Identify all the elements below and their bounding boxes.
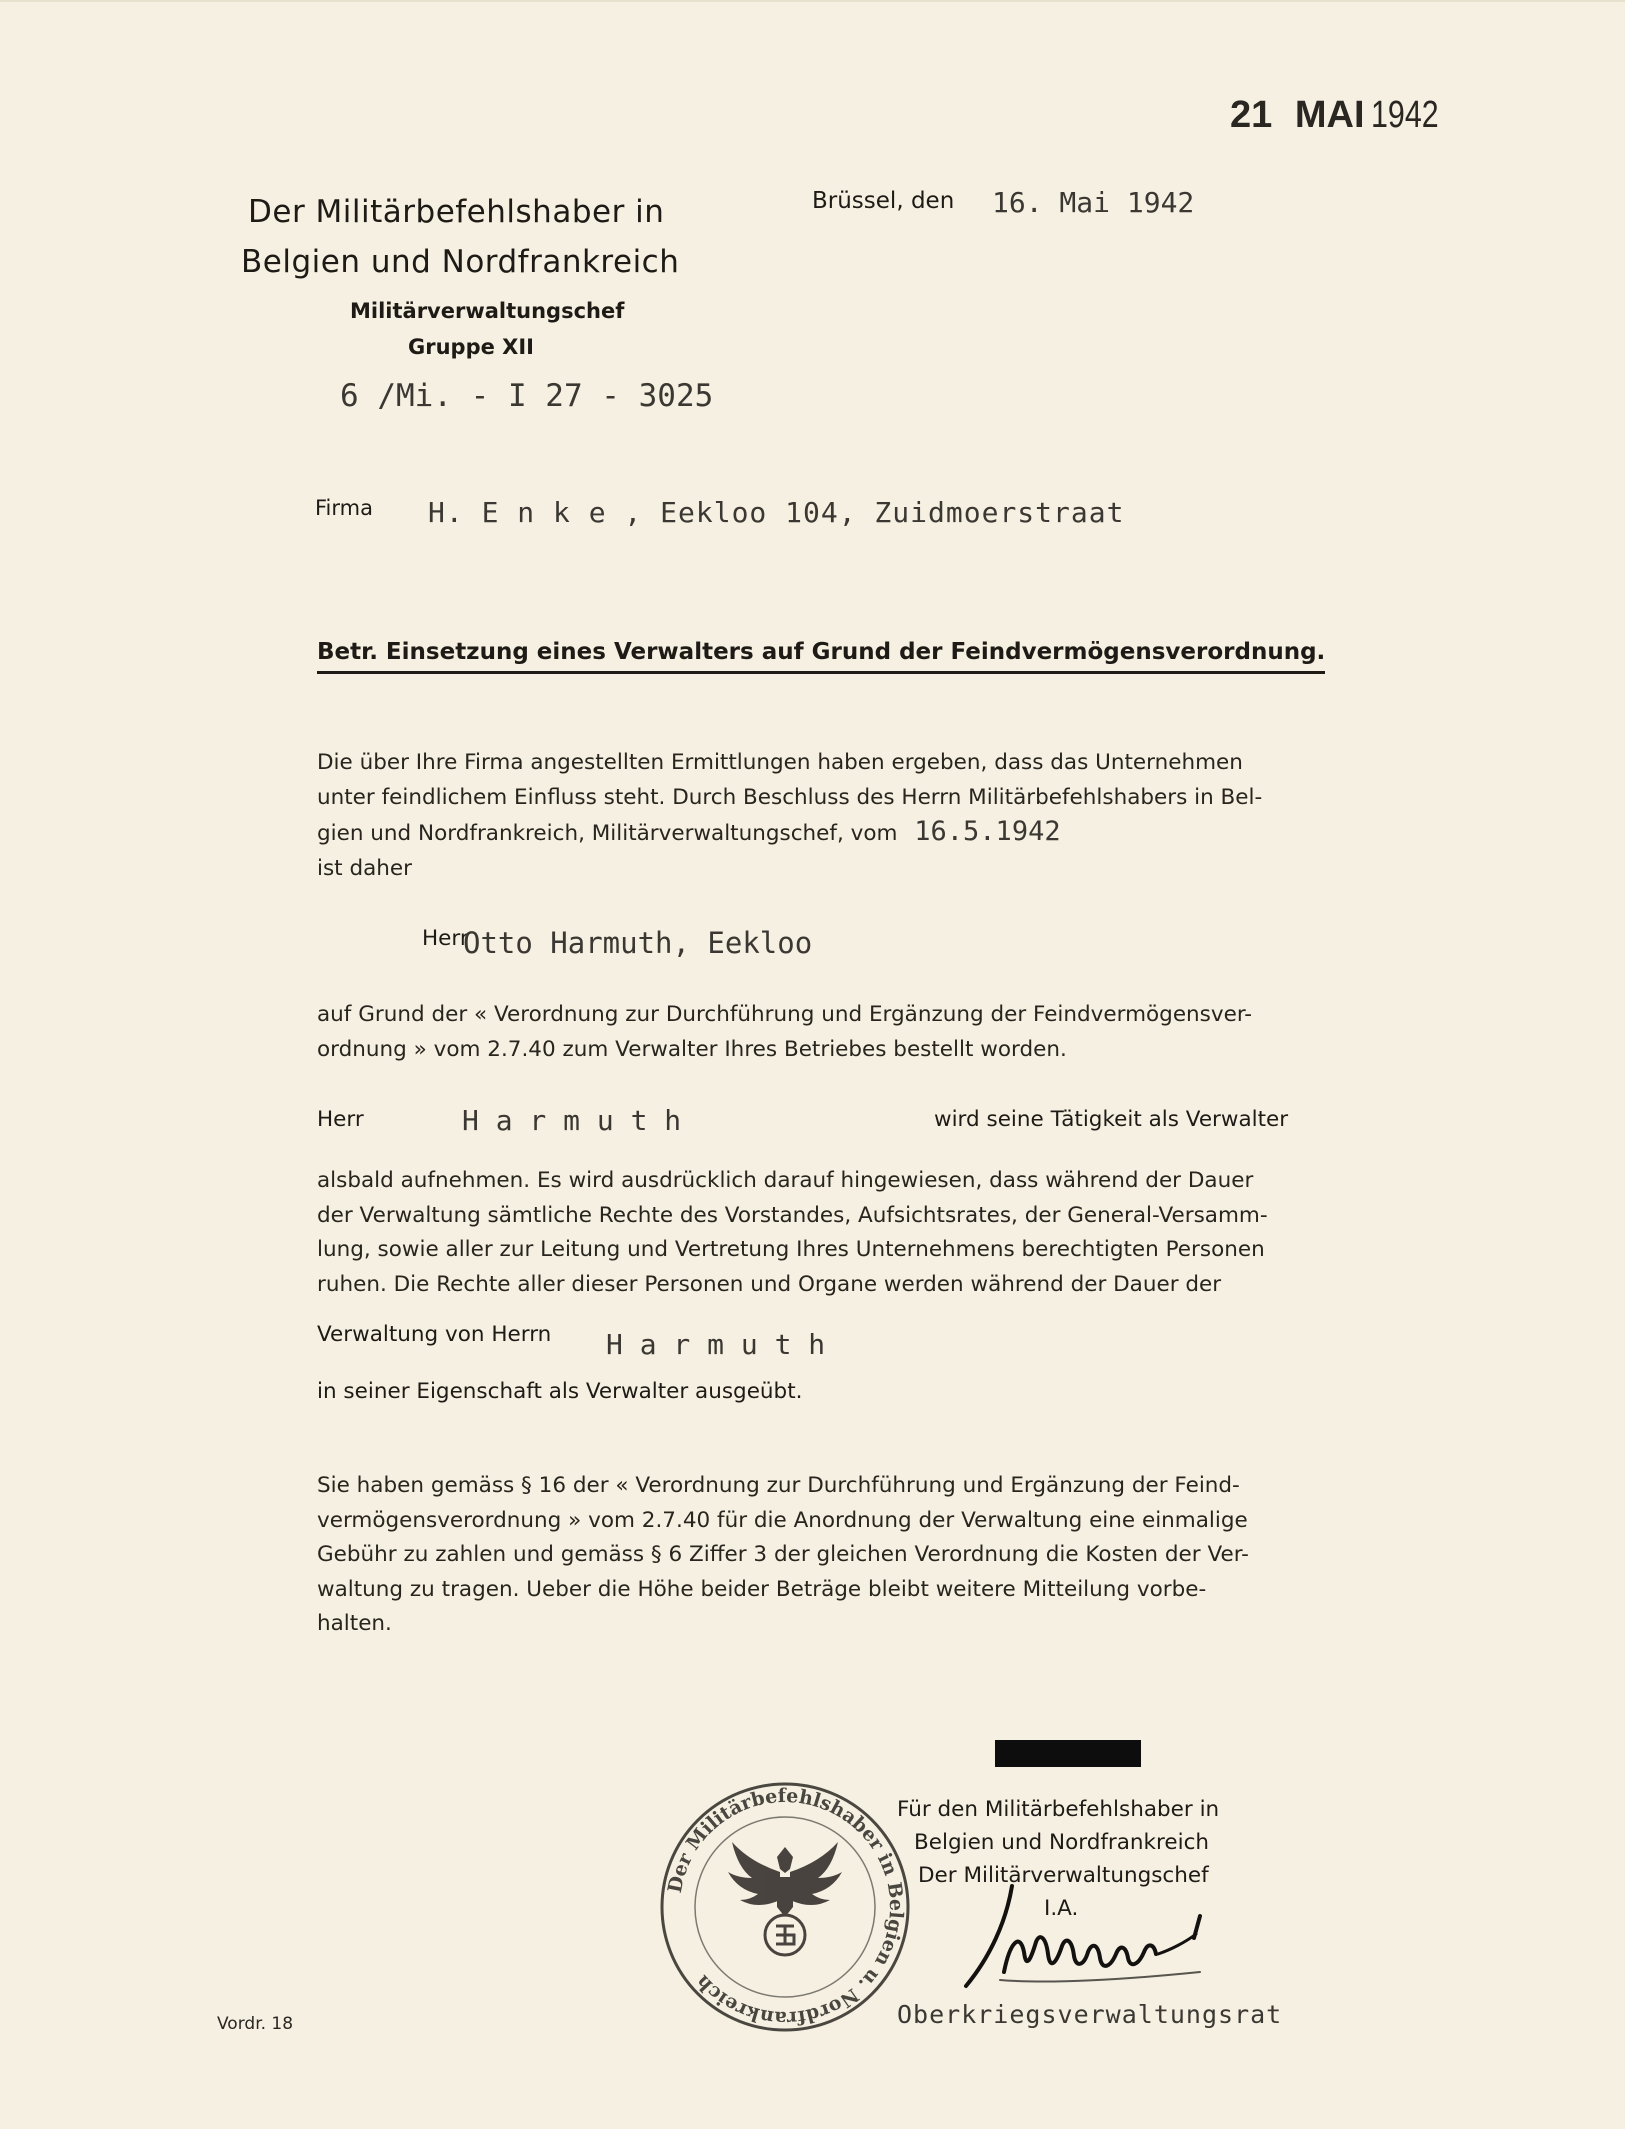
para3-line-3: lung, sowie aller zur Leitung und Vertretung Ihres Unternehmens berechtigten Personen (317, 1237, 1265, 1262)
para3-line-4: ruhen. Die Rechte aller dieser Personen und Organe werden während der Dauer der (317, 1271, 1222, 1297)
stamp-month: MAI (1294, 94, 1365, 136)
para4-line-3: Gebühr zu zahlen und gemäss § 6 Ziffer 3 der gleichen Verordnung die Kosten der Ver- (317, 1542, 1249, 1567)
seal-ring-text: Der Militärbefehlshaber in Belgien u. Nordfrankreich (663, 1784, 908, 2030)
signature-line-2: Belgien und Nordfrankreich (914, 1830, 1210, 1855)
stamp-day: 21 (1230, 94, 1273, 136)
para4-line-2: vermögensverordnung » vom 2.7.40 für die Anordnung der Verwaltung eine einmalige (317, 1507, 1248, 1533)
stamp-year: 1942 (1370, 94, 1439, 136)
eagle-emblem-icon (728, 1842, 842, 1955)
paragraph-1 (317, 746, 1322, 886)
para3-line-5-label: Verwaltung von Herrn (317, 1322, 552, 1347)
authority-line-1: Der Militärbefehlshaber in (248, 194, 665, 230)
handwritten-signature (960, 1882, 1240, 1992)
signature-line-4: I.A. (1044, 1896, 1079, 1921)
recipient-address: H. E n k e , Eekloo 104, Zuidmoerstraat (428, 496, 1125, 529)
para3-tail: wird seine Tätigkeit als Verwalter (934, 1107, 1289, 1132)
para1-line-3: gien und Nordfrankreich, Militärverwaltungschef, vom 16.5.1942 (317, 816, 1061, 847)
para3-herr-label: Herr (317, 1107, 364, 1132)
appointee-label: Herr (422, 926, 469, 951)
paragraph-4 (317, 1469, 1322, 1642)
signature-line-3: Der Militärverwaltungschef (918, 1863, 1209, 1888)
para2-line-1: auf Grund der « Verordnung zur Durchführung und Ergänzung der Feindvermögensver- (317, 1002, 1253, 1027)
office-line-2: Gruppe XII (408, 335, 534, 359)
para4-line-4: waltung zu tragen. Ueber die Höhe beider Beträge bleibt weitere Mitteilung vorbe- (317, 1576, 1207, 1602)
paragraph-3 (317, 1164, 1322, 1302)
subject-line: Betr. Einsetzung eines Verwalters auf Grund der Feindvermögensverordnung. (317, 639, 1325, 674)
reference-number: 6 /Mi. - I 27 - 3025 (340, 378, 714, 414)
para3-name: H a r m u t h (462, 1104, 682, 1137)
paragraph-2 (317, 998, 1322, 1067)
official-seal (655, 1777, 915, 2037)
para1-line-2: unter feindlichem Einfluss steht. Durch Beschluss des Herrn Militärbefehlshabers in Bel- (317, 784, 1263, 810)
para3-line-2: der Verwaltung sämtliche Rechte des Vorstandes, Aufsichtsrates, der General-Versamm- (317, 1202, 1268, 1228)
received-date-stamp (1230, 94, 1455, 137)
para1-line-1: Die über Ihre Firma angestellten Ermittlungen haben ergeben, dass das Unternehmen (317, 750, 1243, 775)
recipient-label: Firma (315, 496, 373, 520)
signature-line-1: Für den Militärbefehlshaber in (897, 1797, 1220, 1822)
signatory-title: Oberkriegsverwaltungsrat (897, 2000, 1283, 2029)
para3-line-1: alsbald aufnehmen. Es wird ausdrücklich darauf hingewiesen, dass während der Dauer (317, 1168, 1254, 1193)
decision-date: 16.5.1942 (914, 816, 1061, 847)
place-label: Brüssel, den (812, 188, 955, 214)
letter-date: 16. Mai 1942 (992, 186, 1195, 219)
para2-line-2: ordnung » vom 2.7.40 zum Verwalter Ihres Betriebes bestellt worden. (317, 1036, 1067, 1062)
para1-line-4: ist daher (317, 855, 412, 881)
authority-line-2: Belgien und Nordfrankreich (241, 244, 680, 280)
form-number: Vordr. 18 (217, 2014, 294, 2034)
redaction-bar (995, 1740, 1141, 1767)
appointee-name: Otto Harmuth, Eekloo (463, 926, 813, 960)
para4-line-5: halten. (317, 1611, 392, 1636)
office-line-1: Militärverwaltungschef (350, 299, 625, 323)
para4-line-1: Sie haben gemäss § 16 der « Verordnung zur Durchführung und Ergänzung der Feind- (317, 1473, 1240, 1498)
para3-line-6: in seiner Eigenschaft als Verwalter ausgeübt. (317, 1379, 803, 1404)
para3-line-5-name: H a r m u t h (606, 1328, 826, 1361)
